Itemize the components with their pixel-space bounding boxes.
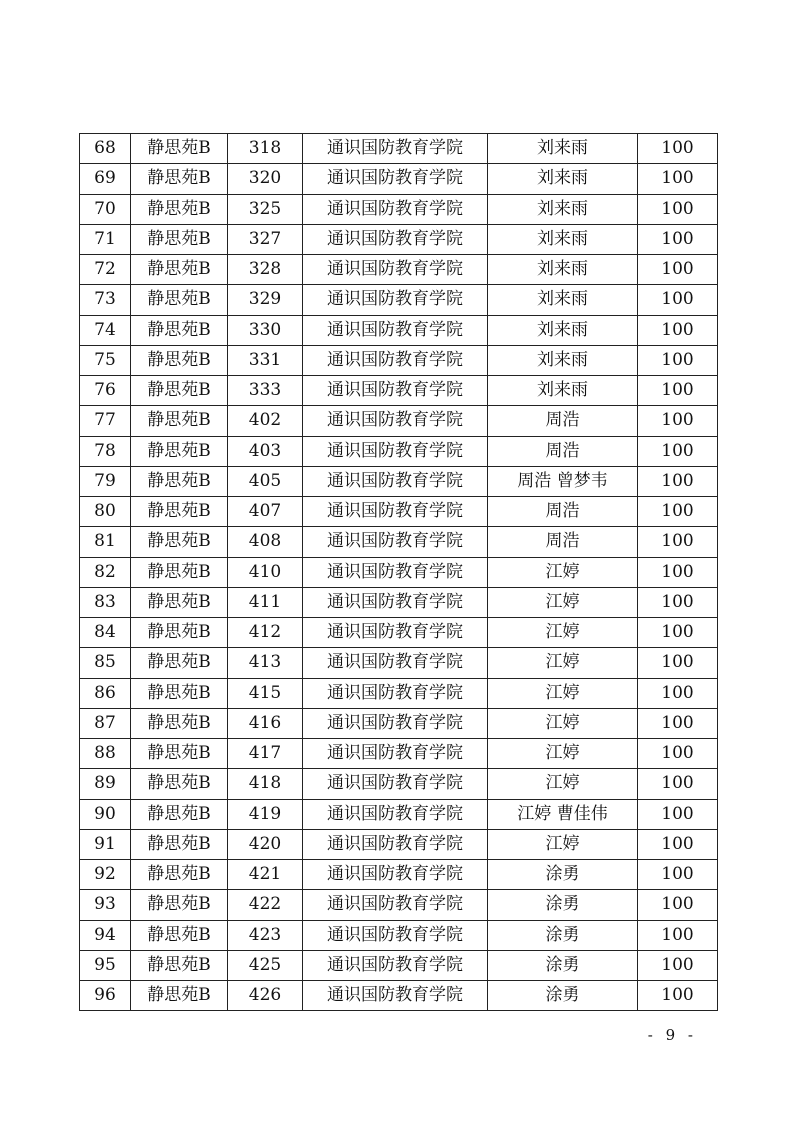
cell-room-number: 411 — [228, 587, 303, 617]
table-row — [80, 224, 718, 254]
cell-building: 静思苑B — [131, 769, 228, 799]
cell-responsible-person: 涂勇 — [488, 950, 638, 980]
cell-room-number: 403 — [228, 436, 303, 466]
cell-room-number: 325 — [228, 194, 303, 224]
cell-room-number: 331 — [228, 345, 303, 375]
cell-sequence-number: 80 — [80, 497, 131, 527]
cell-score: 100 — [638, 739, 718, 769]
cell-sequence-number: 76 — [80, 376, 131, 406]
cell-responsible-person: 涂勇 — [488, 860, 638, 890]
cell-score: 100 — [638, 527, 718, 557]
cell-responsible-person: 刘来雨 — [488, 164, 638, 194]
cell-responsible-person: 江婷 — [488, 648, 638, 678]
table-row — [80, 134, 718, 164]
cell-building: 静思苑B — [131, 678, 228, 708]
cell-room-number: 405 — [228, 466, 303, 496]
cell-building: 静思苑B — [131, 557, 228, 587]
cell-college: 通识国防教育学院 — [303, 224, 488, 254]
cell-college: 通识国防教育学院 — [303, 587, 488, 617]
table-row — [80, 315, 718, 345]
cell-score: 100 — [638, 315, 718, 345]
table-row — [80, 678, 718, 708]
cell-building: 静思苑B — [131, 527, 228, 557]
cell-sequence-number: 72 — [80, 255, 131, 285]
cell-sequence-number: 69 — [80, 164, 131, 194]
cell-room-number: 318 — [228, 134, 303, 164]
cell-sequence-number: 89 — [80, 769, 131, 799]
cell-college: 通识国防教育学院 — [303, 466, 488, 496]
cell-score: 100 — [638, 345, 718, 375]
cell-sequence-number: 83 — [80, 587, 131, 617]
cell-building: 静思苑B — [131, 436, 228, 466]
cell-building: 静思苑B — [131, 255, 228, 285]
cell-sequence-number: 79 — [80, 466, 131, 496]
cell-building: 静思苑B — [131, 406, 228, 436]
cell-college: 通识国防教育学院 — [303, 708, 488, 738]
cell-sequence-number: 88 — [80, 739, 131, 769]
cell-college: 通识国防教育学院 — [303, 164, 488, 194]
cell-score: 100 — [638, 769, 718, 799]
cell-score: 100 — [638, 890, 718, 920]
cell-responsible-person: 江婷 — [488, 708, 638, 738]
table-row — [80, 799, 718, 829]
cell-room-number: 413 — [228, 648, 303, 678]
cell-responsible-person: 刘来雨 — [488, 194, 638, 224]
cell-sequence-number: 92 — [80, 860, 131, 890]
cell-score: 100 — [638, 497, 718, 527]
cell-college: 通识国防教育学院 — [303, 497, 488, 527]
cell-score: 100 — [638, 557, 718, 587]
cell-score: 100 — [638, 708, 718, 738]
table-row — [80, 557, 718, 587]
table-row — [80, 890, 718, 920]
cell-responsible-person: 江婷 — [488, 618, 638, 648]
cell-room-number: 420 — [228, 829, 303, 859]
cell-sequence-number: 93 — [80, 890, 131, 920]
cell-score: 100 — [638, 618, 718, 648]
cell-college: 通识国防教育学院 — [303, 315, 488, 345]
cell-college: 通识国防教育学院 — [303, 678, 488, 708]
cell-score: 100 — [638, 134, 718, 164]
table-row — [80, 860, 718, 890]
table-row — [80, 406, 718, 436]
cell-score: 100 — [638, 164, 718, 194]
cell-responsible-person: 刘来雨 — [488, 224, 638, 254]
table-row — [80, 920, 718, 950]
cell-room-number: 327 — [228, 224, 303, 254]
cell-building: 静思苑B — [131, 708, 228, 738]
cell-college: 通识国防教育学院 — [303, 618, 488, 648]
cell-score: 100 — [638, 255, 718, 285]
table-row — [80, 648, 718, 678]
cell-sequence-number: 95 — [80, 950, 131, 980]
cell-score: 100 — [638, 436, 718, 466]
table-row — [80, 739, 718, 769]
cell-sequence-number: 81 — [80, 527, 131, 557]
cell-room-number: 333 — [228, 376, 303, 406]
cell-score: 100 — [638, 406, 718, 436]
cell-sequence-number: 73 — [80, 285, 131, 315]
cell-building: 静思苑B — [131, 315, 228, 345]
cell-room-number: 329 — [228, 285, 303, 315]
cell-room-number: 422 — [228, 890, 303, 920]
table-row — [80, 345, 718, 375]
cell-college: 通识国防教育学院 — [303, 376, 488, 406]
cell-score: 100 — [638, 829, 718, 859]
cell-college: 通识国防教育学院 — [303, 255, 488, 285]
cell-room-number: 330 — [228, 315, 303, 345]
cell-sequence-number: 90 — [80, 799, 131, 829]
table-body — [80, 134, 718, 1011]
cell-college: 通识国防教育学院 — [303, 436, 488, 466]
cell-sequence-number: 96 — [80, 981, 131, 1011]
cell-responsible-person: 江婷 — [488, 557, 638, 587]
cell-score: 100 — [638, 648, 718, 678]
cell-responsible-person: 刘来雨 — [488, 315, 638, 345]
table-row — [80, 829, 718, 859]
cell-building: 静思苑B — [131, 799, 228, 829]
cell-score: 100 — [638, 678, 718, 708]
table-row — [80, 436, 718, 466]
cell-room-number: 425 — [228, 950, 303, 980]
table-row — [80, 527, 718, 557]
cell-score: 100 — [638, 194, 718, 224]
cell-responsible-person: 涂勇 — [488, 890, 638, 920]
cell-room-number: 423 — [228, 920, 303, 950]
cell-building: 静思苑B — [131, 981, 228, 1011]
cell-room-number: 328 — [228, 255, 303, 285]
cell-sequence-number: 75 — [80, 345, 131, 375]
cell-sequence-number: 71 — [80, 224, 131, 254]
cell-responsible-person: 刘来雨 — [488, 345, 638, 375]
cell-room-number: 416 — [228, 708, 303, 738]
cell-responsible-person: 江婷 — [488, 678, 638, 708]
cell-building: 静思苑B — [131, 134, 228, 164]
table-row — [80, 618, 718, 648]
table-row — [80, 950, 718, 980]
cell-college: 通识国防教育学院 — [303, 981, 488, 1011]
cell-building: 静思苑B — [131, 739, 228, 769]
page-number: - 9 - — [647, 1026, 697, 1044]
cell-building: 静思苑B — [131, 587, 228, 617]
cell-score: 100 — [638, 920, 718, 950]
table-row — [80, 285, 718, 315]
cell-building: 静思苑B — [131, 466, 228, 496]
cell-sequence-number: 70 — [80, 194, 131, 224]
cell-building: 静思苑B — [131, 890, 228, 920]
cell-sequence-number: 68 — [80, 134, 131, 164]
cell-room-number: 418 — [228, 769, 303, 799]
cell-score: 100 — [638, 285, 718, 315]
cell-score: 100 — [638, 950, 718, 980]
cell-responsible-person: 江婷 — [488, 829, 638, 859]
table-row — [80, 255, 718, 285]
cell-building: 静思苑B — [131, 829, 228, 859]
cell-score: 100 — [638, 981, 718, 1011]
cell-responsible-person: 江婷 — [488, 739, 638, 769]
cell-college: 通识国防教育学院 — [303, 890, 488, 920]
cell-college: 通识国防教育学院 — [303, 285, 488, 315]
cell-responsible-person: 周浩 曾梦韦 — [488, 466, 638, 496]
cell-building: 静思苑B — [131, 497, 228, 527]
cell-college: 通识国防教育学院 — [303, 527, 488, 557]
cell-sequence-number: 74 — [80, 315, 131, 345]
cell-college: 通识国防教育学院 — [303, 557, 488, 587]
cell-building: 静思苑B — [131, 860, 228, 890]
cell-score: 100 — [638, 376, 718, 406]
table-row — [80, 466, 718, 496]
cell-sequence-number: 78 — [80, 436, 131, 466]
cell-responsible-person: 刘来雨 — [488, 285, 638, 315]
cell-building: 静思苑B — [131, 224, 228, 254]
cell-responsible-person: 江婷 — [488, 769, 638, 799]
cell-college: 通识国防教育学院 — [303, 648, 488, 678]
cell-building: 静思苑B — [131, 345, 228, 375]
cell-room-number: 417 — [228, 739, 303, 769]
cell-building: 静思苑B — [131, 285, 228, 315]
document-page-body — [79, 133, 717, 1006]
table-row — [80, 981, 718, 1011]
table-row — [80, 769, 718, 799]
cell-building: 静思苑B — [131, 194, 228, 224]
cell-room-number: 419 — [228, 799, 303, 829]
cell-responsible-person: 涂勇 — [488, 981, 638, 1011]
cell-building: 静思苑B — [131, 648, 228, 678]
table-row — [80, 164, 718, 194]
cell-sequence-number: 77 — [80, 406, 131, 436]
cell-sequence-number: 87 — [80, 708, 131, 738]
table-row — [80, 708, 718, 738]
cell-college: 通识国防教育学院 — [303, 406, 488, 436]
cell-building: 静思苑B — [131, 164, 228, 194]
cell-responsible-person: 江婷 曹佳伟 — [488, 799, 638, 829]
table-row — [80, 587, 718, 617]
cell-responsible-person: 周浩 — [488, 527, 638, 557]
cell-college: 通识国防教育学院 — [303, 194, 488, 224]
cell-college: 通识国防教育学院 — [303, 829, 488, 859]
table-row — [80, 194, 718, 224]
cell-room-number: 412 — [228, 618, 303, 648]
cell-room-number: 415 — [228, 678, 303, 708]
cell-responsible-person: 刘来雨 — [488, 376, 638, 406]
cell-college: 通识国防教育学院 — [303, 860, 488, 890]
cell-room-number: 410 — [228, 557, 303, 587]
cell-score: 100 — [638, 587, 718, 617]
cell-college: 通识国防教育学院 — [303, 950, 488, 980]
cell-sequence-number: 84 — [80, 618, 131, 648]
cell-responsible-person: 刘来雨 — [488, 134, 638, 164]
cell-score: 100 — [638, 799, 718, 829]
cell-building: 静思苑B — [131, 920, 228, 950]
cell-responsible-person: 周浩 — [488, 436, 638, 466]
cell-score: 100 — [638, 224, 718, 254]
cell-room-number: 402 — [228, 406, 303, 436]
table-row — [80, 497, 718, 527]
cell-responsible-person: 周浩 — [488, 497, 638, 527]
cell-room-number: 421 — [228, 860, 303, 890]
cell-responsible-person: 涂勇 — [488, 920, 638, 950]
cell-building: 静思苑B — [131, 950, 228, 980]
cell-responsible-person: 江婷 — [488, 587, 638, 617]
cell-room-number: 426 — [228, 981, 303, 1011]
cell-college: 通识国防教育学院 — [303, 799, 488, 829]
cell-responsible-person: 周浩 — [488, 406, 638, 436]
cell-building: 静思苑B — [131, 376, 228, 406]
cell-room-number: 407 — [228, 497, 303, 527]
cell-score: 100 — [638, 466, 718, 496]
cell-sequence-number: 94 — [80, 920, 131, 950]
cell-room-number: 408 — [228, 527, 303, 557]
cell-college: 通识国防教育学院 — [303, 134, 488, 164]
cell-college: 通识国防教育学院 — [303, 920, 488, 950]
cell-sequence-number: 86 — [80, 678, 131, 708]
table-row — [80, 376, 718, 406]
cell-college: 通识国防教育学院 — [303, 345, 488, 375]
cell-sequence-number: 91 — [80, 829, 131, 859]
cell-responsible-person: 刘来雨 — [488, 255, 638, 285]
cell-sequence-number: 82 — [80, 557, 131, 587]
cell-building: 静思苑B — [131, 618, 228, 648]
cell-sequence-number: 85 — [80, 648, 131, 678]
cell-score: 100 — [638, 860, 718, 890]
cell-room-number: 320 — [228, 164, 303, 194]
cell-college: 通识国防教育学院 — [303, 769, 488, 799]
cell-college: 通识国防教育学院 — [303, 739, 488, 769]
dormitory-inspection-table — [79, 133, 718, 1011]
